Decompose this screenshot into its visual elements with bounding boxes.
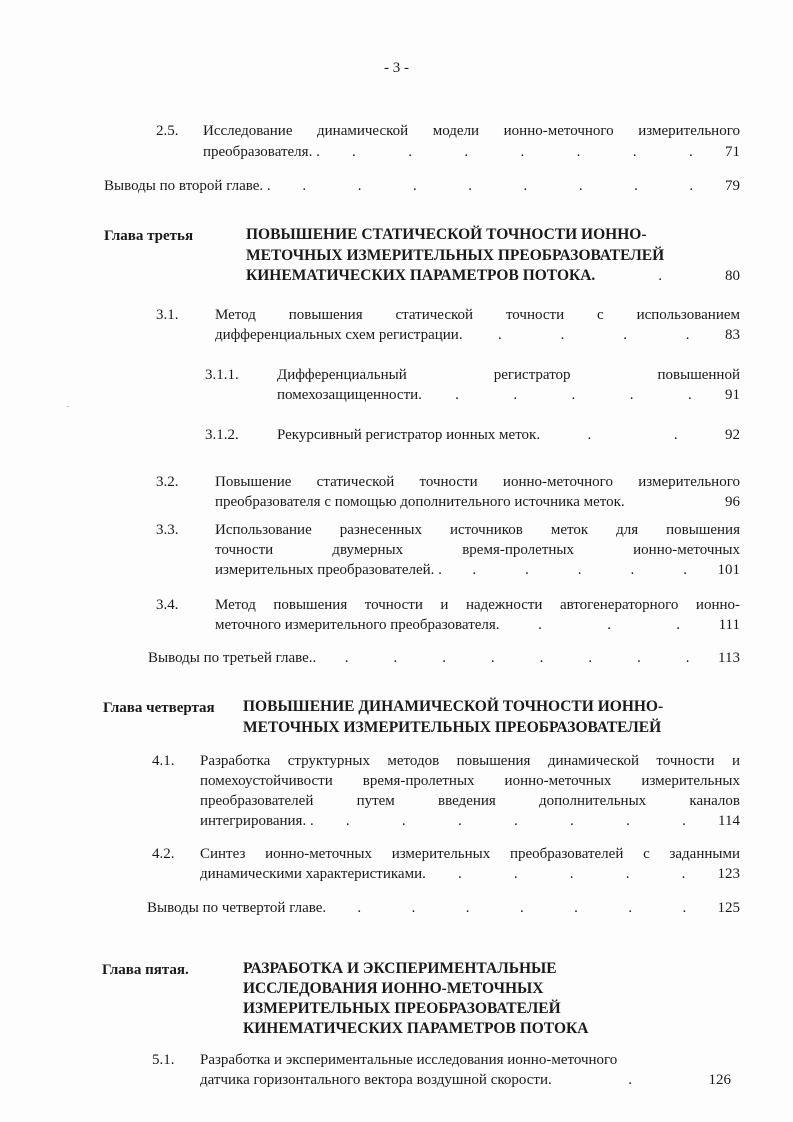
toc-number-4-1: 4.1. [152, 753, 175, 769]
chapter-3-title-line3-row [246, 266, 740, 286]
toc-title-3-4-line1: Метод повышения точности и надежности автогенераторного ионно- [215, 597, 740, 613]
toc-number-3-2: 3.2. [156, 474, 179, 490]
toc-entry-4-1-line4 [200, 812, 740, 831]
toc-page-conclusions-ch3: 113 [718, 650, 740, 666]
toc-title-3-1-line1: Метод повышения статической точности с использованием [215, 307, 740, 323]
toc-title-4-2-line2: динамическими характеристиками. [200, 866, 426, 882]
toc-page-3-1-2: 92 [725, 427, 740, 443]
toc-title-3-1-1-line2: помехозащищенности. [277, 387, 422, 403]
toc-title-4-1-line1: Разработка структурных методов повышения динамической точности и [200, 753, 740, 769]
toc-entry-2-5-line2 [203, 143, 740, 162]
toc-title-5-1-line1: Разработка и экспериментальные исследования ионно-меточного [200, 1052, 618, 1068]
leader-dots: . . . . . [472, 562, 687, 578]
leader-dots: . . . . . . . . [344, 650, 690, 666]
toc-number-4-2: 4.2. [152, 846, 175, 862]
toc-number-5-1: 5.1. [152, 1052, 175, 1068]
leader-dots: . . . . . . . [357, 900, 687, 916]
page-number: - 3 - [384, 60, 409, 76]
toc-page-3-1: 83 [725, 327, 740, 343]
toc-entry-3-4-line2 [215, 616, 740, 635]
toc-page-4-1: 114 [718, 813, 740, 829]
leader-dots: . . . [538, 617, 680, 633]
toc-title-5-1-line2: датчика горизонтального вектора воздушной скорости. [200, 1072, 552, 1088]
toc-title-3-4-line2: меточного измерительного преобразователя. [215, 617, 500, 633]
toc-conclusions-ch2-label: Выводы по второй главе. . [104, 178, 271, 194]
toc-title-3-1-2: Рекурсивный регистратор ионных меток. [277, 427, 541, 443]
leader-dots: . . [587, 427, 678, 443]
toc-conclusions-ch4-label: Выводы по четвертой главе. [147, 900, 327, 916]
toc-entry-5-1-line2 [200, 1071, 731, 1090]
toc-page-3-3: 101 [717, 562, 740, 578]
toc-page-4-2: 123 [717, 866, 740, 882]
toc-page-3-4: 111 [718, 617, 740, 633]
leader-dots: . . . . . [455, 387, 692, 403]
toc-number-3-1-2: 3.1.2. [205, 427, 239, 443]
toc-page-2-5: 71 [725, 144, 740, 160]
toc-conclusions-ch2 [104, 177, 740, 196]
toc-title-3-3-line3: измерительных преобразователей. . [215, 562, 442, 578]
leader-dots: . [628, 1072, 632, 1088]
toc-page-chapter-3: 80 [725, 268, 740, 284]
toc-title-3-3-line2: точности двумерных время-пролетных ионно-меточных [215, 542, 740, 558]
toc-title-4-2-line1: Синтез ионно-меточных измерительных преобразователей с заданными [200, 846, 740, 862]
toc-title-2-5-line1: Исследование динамической модели ионно-меточного измерительного [203, 123, 740, 139]
toc-entry-4-2-line2 [200, 865, 740, 884]
chapter-4-title-line2: МЕТОЧНЫХ ИЗМЕРИТЕЛЬНЫХ ПРЕОБРАЗОВАТЕЛЕЙ [243, 719, 662, 736]
toc-entry-3-1-2 [277, 426, 740, 445]
leader-dots: . . . . . [457, 866, 686, 882]
toc-title-4-1-line3: преобразователей путем введения дополнительных каналов [200, 793, 740, 809]
chapter-4-label: Глава четвертая [103, 700, 215, 716]
toc-number-3-1-1: 3.1.1. [205, 367, 239, 383]
toc-title-4-1-line2: помехоустойчивости время-пролетных ионно-меточных измерительных [200, 773, 740, 789]
toc-page-conclusions-ch4: 125 [717, 900, 740, 916]
leader-dots: . . . . . . . . [302, 178, 694, 194]
chapter-3-label: Глава третья [104, 228, 194, 244]
chapter-3-title-line2: МЕТОЧНЫХ ИЗМЕРИТЕЛЬНЫХ ПРЕОБРАЗОВАТЕЛЕЙ [246, 247, 665, 264]
leader-dots: . . . . [498, 327, 690, 343]
leader-dots: . . . . . . . [352, 144, 693, 160]
toc-number-3-1: 3.1. [156, 307, 179, 323]
toc-entry-3-1-1-line2 [277, 386, 740, 405]
toc-title-3-3-line1: Использование разнесенных источников меток для повышения [215, 522, 740, 538]
toc-number-3-3: 3.3. [156, 522, 179, 538]
chapter-3-title-line3: КИНЕМАТИЧЕСКИХ ПАРАМЕТРОВ ПОТОКА. [246, 267, 596, 284]
scan-speck [66, 406, 69, 407]
leader-dots: . [658, 268, 663, 284]
chapter-5-title-line3: ИЗМЕРИТЕЛЬНЫХ ПРЕОБРАЗОВАТЕЛЕЙ [243, 1000, 561, 1017]
toc-conclusions-ch3-label: Выводы по третьей главе.. [148, 650, 317, 666]
toc-title-3-1-1-line1: Дифференциальный регистратор повышенной [277, 367, 740, 383]
chapter-5-title-line4: КИНЕМАТИЧЕСКИХ ПАРАМЕТРОВ ПОТОКА [243, 1020, 589, 1037]
toc-page-5-1: 126 [708, 1072, 731, 1088]
chapter-5-label: Глава пятая. [102, 962, 189, 978]
toc-number-3-4: 3.4. [156, 597, 179, 613]
toc-conclusions-ch3 [148, 649, 740, 668]
toc-entry-3-3-line3 [215, 561, 740, 580]
toc-title-3-2-line2: преобразователя с помощью дополнительного источника меток. [215, 494, 625, 510]
toc-page-3-2: 96 [725, 494, 740, 510]
toc-title-3-2-line1: Повышение статической точности ионно-меточного измерительного [215, 474, 740, 490]
leader-dots: . . . . . . . [345, 813, 686, 829]
toc-title-3-1-line2: дифференциальных схем регистрации. [215, 327, 463, 343]
toc-conclusions-ch4 [147, 899, 740, 918]
toc-entry-3-1-line2 [215, 326, 740, 345]
toc-entry-3-2-line2 [215, 493, 740, 512]
chapter-5-title-line2: ИССЛЕДОВАНИЯ ИОННО-МЕТОЧНЫХ [243, 980, 544, 997]
toc-page-conclusions-ch2: 79 [725, 178, 740, 194]
chapter-5-title-line1: РАЗРАБОТКА И ЭКСПЕРИМЕНТАЛЬНЫЕ [243, 960, 557, 977]
toc-title-4-1-line4: интегрирования. . [200, 813, 314, 829]
chapter-4-title-line1: ПОВЫШЕНИЕ ДИНАМИЧЕСКОЙ ТОЧНОСТИ ИОННО- [243, 698, 664, 715]
toc-page-3-1-1: 91 [725, 387, 740, 403]
toc-number-2-5: 2.5. [156, 123, 179, 139]
toc-title-2-5-line2: преобразователя. . [203, 144, 320, 160]
chapter-3-title-line1: ПОВЫШЕНИЕ СТАТИЧЕСКОЙ ТОЧНОСТИ ИОННО- [246, 226, 647, 243]
